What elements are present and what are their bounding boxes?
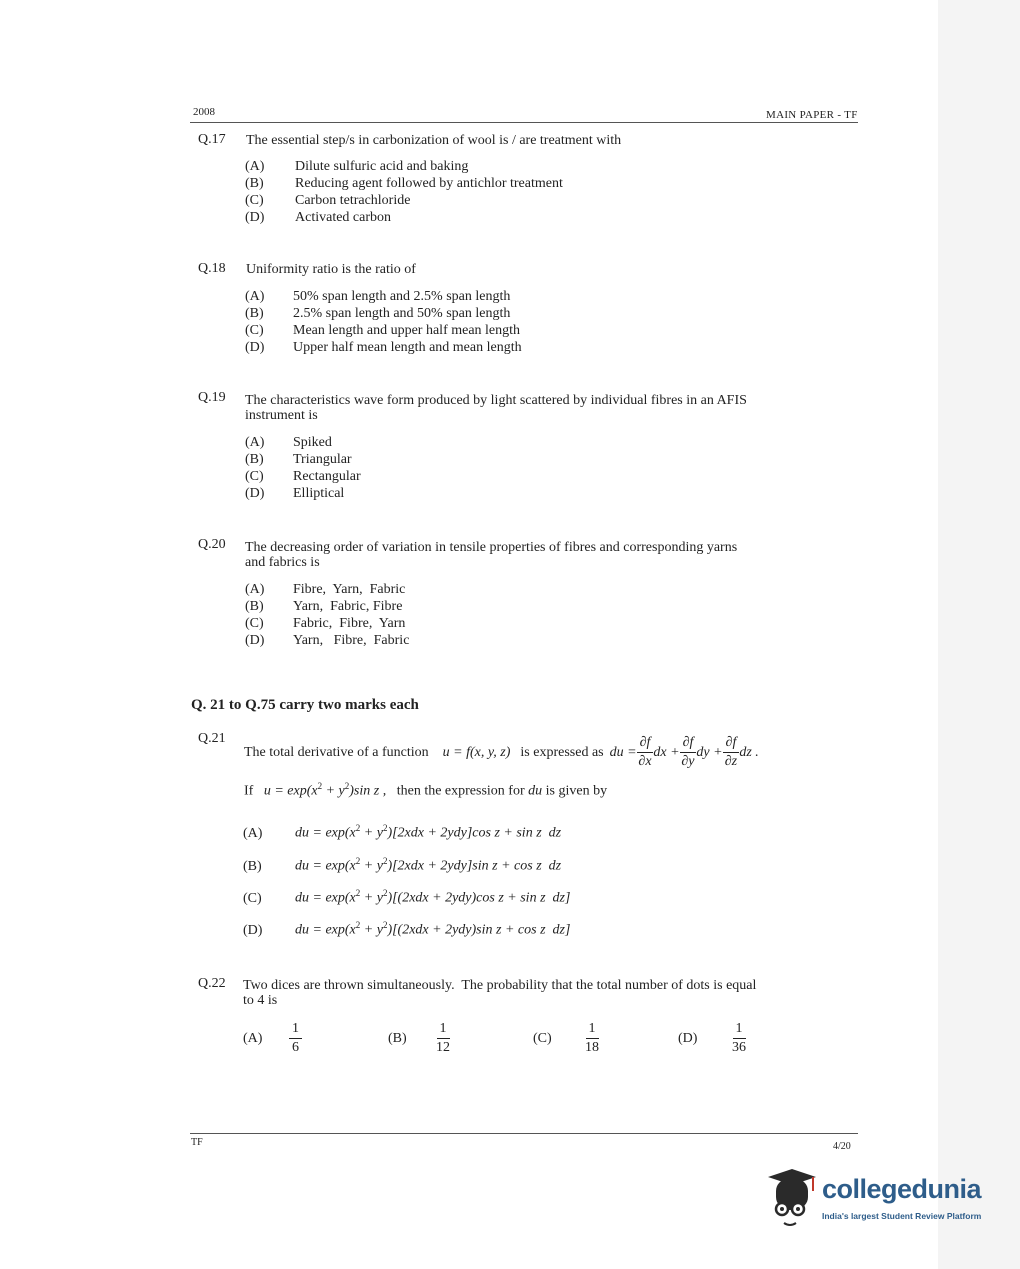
option-c: (C) Fabric, Fibre, Yarn — [245, 616, 406, 631]
option-a: (A) $\frac{1}{6}$ — [243, 1020, 302, 1057]
question-text: Two dices are thrown simultaneously. The probability that the total number of dots is equal — [243, 978, 757, 993]
question-text: Uniformity ratio is the ratio of — [246, 262, 416, 277]
option-c: (C) Carbon tetrachloride — [245, 193, 411, 208]
option-b: (B) 2.5% span length and 50% span length — [245, 306, 511, 321]
option-c: (C) Rectangular — [245, 469, 361, 484]
fraction: $\frac{1}{18}$ — [585, 1021, 599, 1055]
fraction: $\frac{1}{12}$ — [436, 1021, 450, 1055]
options-list — [245, 288, 522, 356]
question-text-cont: and fabrics is — [245, 555, 320, 570]
question-text: The characteristics wave form produced by light scattered by individual fibres in an AFIS — [245, 393, 747, 408]
option-a: (A) du = $\exp(x^2 + y^2)[2xdx + 2ydy]\cos$ z + sin z dz — [243, 823, 562, 841]
question-number: Q.22 — [198, 976, 226, 991]
option-b: (B) du = $\exp(x^2 + y^2)[2xdx + 2ydy]\sin$ z + cos z dz — [243, 856, 562, 874]
option-d: (D) Elliptical — [245, 486, 345, 501]
question-text-cont: to 4 is — [243, 993, 278, 1008]
question-text: The decreasing order of variation in tensile properties of fibres and corresponding yarns — [245, 540, 738, 555]
section-title: Q. 21 to Q.75 carry two marks each — [191, 697, 419, 713]
option-d: (D) Upper half mean length and mean length — [245, 340, 522, 355]
options-list — [245, 158, 563, 226]
option-d: (D) Activated carbon — [245, 210, 392, 225]
brand-tagline: India's largest Student Review Platform — [822, 1211, 982, 1221]
scan-edge — [938, 0, 1020, 1269]
brand-name: collegedunia — [822, 1174, 982, 1204]
option-a: (A) Fibre, Yarn, Fabric — [245, 582, 406, 597]
question-number: Q.21 — [198, 731, 226, 746]
question-text: The essential step/s in carbonization of wool is / are treatment with — [246, 133, 622, 148]
fraction-df-dx: $\frac{\partial f}{\partial x}$ — [638, 735, 652, 769]
options-list — [245, 434, 361, 502]
header-paper: MAIN PAPER - TF — [766, 109, 858, 121]
header-rule — [190, 122, 858, 123]
option-c: (C) du = $\exp(x^2 + y^2)[(2xdx + 2ydy)\cos$ z + sin z dz] — [243, 888, 571, 906]
option-d: (D) Yarn, Fibre, Fabric — [245, 633, 410, 648]
option-a: (A) Spiked — [245, 435, 332, 450]
option-c: (C) $\frac{1}{18}$ — [533, 1021, 599, 1055]
option-d: (D) du = $\exp(x^2 + y^2)[(2xdx + 2ydy)\sin$ z + cos z dz] — [243, 920, 571, 938]
option-b: (B) Reducing agent followed by antichlor treatment — [245, 176, 563, 191]
question-number: Q.19 — [198, 390, 226, 405]
fraction: $\frac{1}{6}$ — [289, 1020, 302, 1057]
footer-rule — [190, 1133, 858, 1134]
fraction-df-dy: $\frac{\partial f}{\partial y}$ — [681, 735, 695, 769]
option-c: (C) Mean length and upper half mean length — [245, 323, 521, 338]
fraction-df-dz: $\frac{\partial f}{\partial z}$ — [723, 734, 740, 771]
option-b: (B) Triangular — [245, 452, 352, 467]
question-text-cont: instrument is — [245, 408, 318, 423]
option-b: (B) Yarn, Fabric, Fibre — [245, 599, 403, 614]
option-b: (B) $\frac{1}{12}$ — [388, 1021, 450, 1055]
student-mascot-icon — [762, 1165, 822, 1231]
option-d: (D) $\frac{1}{36}$ — [678, 1021, 746, 1055]
question-number: Q.18 — [198, 261, 226, 276]
question-number: Q.17 — [198, 132, 226, 147]
question-text: The total derivative of a function u = f(x, y, z) is expressed as du = $\frac{\partial f}{\partial x}$ dx + $\frac{\partial f}{\partial y}$ dy + $\frac{\partial f}{\partial z}$ dz . — [244, 735, 759, 769]
question-number: Q.20 — [198, 537, 226, 552]
footer-page: 4/20 — [833, 1141, 851, 1152]
option-a: (A) 50% span length and 2.5% span length — [245, 289, 511, 304]
option-a: (A) Dilute sulfuric acid and baking — [245, 159, 469, 174]
footer-code: TF — [191, 1137, 203, 1148]
header-year: 2008 — [193, 106, 215, 118]
question-text-cont: If $u = \exp(x^2 + y^2)\sin$ z , then the expression for du is given by — [244, 781, 608, 799]
fraction: $\frac{1}{36}$ — [732, 1021, 746, 1055]
options-list — [245, 581, 409, 649]
